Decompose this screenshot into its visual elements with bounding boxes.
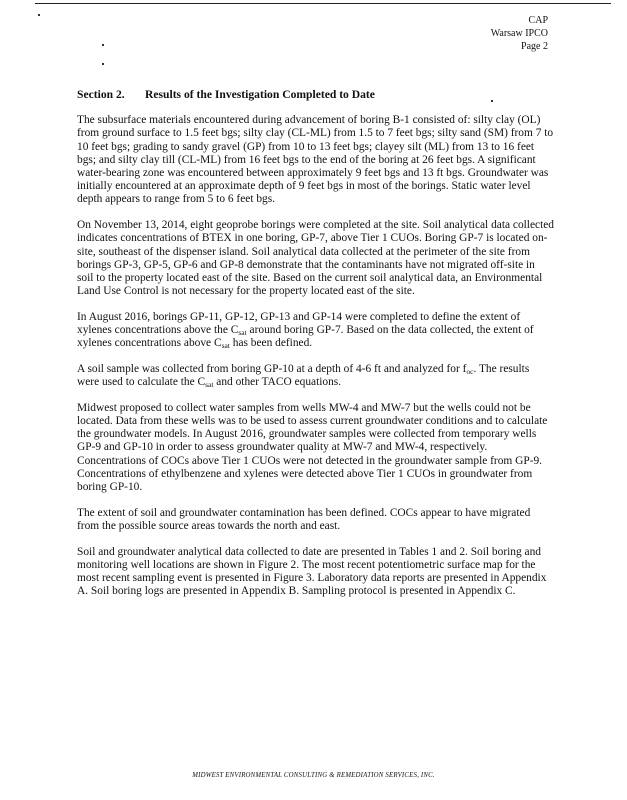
paragraph-soil-sample-foc	[77, 363, 554, 389]
text-run: A soil sample was collected from boring GP-10 at a depth of 4-6 ft and analyzed for f	[77, 362, 467, 375]
scan-speck	[102, 44, 104, 46]
subscript: oc	[466, 366, 474, 376]
text-run: has been defined.	[229, 337, 313, 350]
paragraph-subsurface-materials: The subsurface materials encountered during advancement of boring B-1 consisted of: silty clay (OL) from ground surface to 1.5 feet bgs; silty clay (CL-ML) from 1.5 to 7 feet bgs; silty sand (SM) from 7 to 10 feet bgs; grading to sandy gravel (GP) from 10 to 13 feet bgs; clayey silt (ML) from 13 to 16 feet bgs; and silty clay till (CL-ML) from 16 feet bgs to the end of the boring at 26 feet bgs. A significant water-bearing zone was encountered between approximately 9 feet bgs and 13 ft bgs. Groundwater was initially encountered at an approximate depth of 9 feet bgs in most of the borings. Static water level depth appears to range from 5 to 6 feet bgs.	[77, 114, 554, 206]
page-footer: MIDWEST ENVIRONMENTAL CONSULTING & REMEDIATION SERVICES, INC.	[192, 772, 435, 779]
section-number: Section 2.	[77, 88, 125, 101]
text-run: In August 2016, borings GP-11, GP-12, GP-13 and GP-14 were completed to define the extent of xylenes concentrations above the C	[77, 310, 521, 337]
subscript: sat	[221, 341, 230, 351]
paragraph-geoprobe-borings: On November 13, 2014, eight geoprobe borings were completed at the site. Soil analytical data collected indicates concentrations of BTEX in one boring, GP-7, above Tier 1 CUOs. Boring GP-7 is located on-site, southeast of the dispenser island. Soil analytical data collected at the perimeter of the site from borings GP-3, GP-5, GP-6 and GP-8 demonstrate that the contaminants have not migrated off-site in soil to the property located east of the site. Based on the current soil analytical data, an Environmental Land Use Control is not necessary for the property located east of the site.	[77, 219, 554, 298]
section-title: Results of the Investigation Completed to Date	[145, 88, 375, 101]
document-body	[77, 88, 554, 611]
top-border-line	[35, 3, 611, 4]
header-site-name: Warsaw IPCO	[490, 28, 548, 39]
scan-speck	[102, 63, 104, 65]
page-header	[491, 14, 548, 53]
text-run: around boring GP-7. Based on the data collected, the extent of xylenes concentrations above C	[77, 324, 534, 350]
header-project-code: CAP	[528, 15, 548, 26]
subscript: sat	[205, 380, 214, 390]
section-heading	[77, 88, 554, 101]
scan-speck	[38, 14, 40, 16]
text-run: and other TACO equations.	[213, 376, 342, 389]
paragraph-xylenes-extent	[77, 311, 554, 351]
paragraph-groundwater-samples: Midwest proposed to collect water samples from wells MW-4 and MW-7 but the wells could not be located. Data from these wells was to be used to assess current groundwater conditions and to calculate the groundwater models. In August 2016, groundwater samples were collected from temporary wells GP-9 and GP-10 in order to assess groundwater quality at MW-7 and MW-4, respectively. Concentrations of COCs above Tier 1 CUOs were not detected in the groundwater sample from GP-9. Concentrations of ethylbenzene and xylenes were detected above Tier 1 CUOs in groundwater from boring GP-10.	[77, 401, 548, 494]
header-page-number: Page 2	[521, 41, 548, 52]
text-run: . The results were used to calculate the C	[77, 362, 530, 389]
paragraph-extent-defined: The extent of soil and groundwater contamination has been defined. COCs appear to have migrated from the possible source areas towards the north and east.	[77, 506, 531, 532]
paragraph-data-presented: Soil and groundwater analytical data collected to date are presented in Tables 1 and 2. Soil boring and monitoring well locations are shown in Figure 2. The most recent potentiometric surface map for the most recent sampling event is presented in Figure 3. Laboratory data reports are presented in Appendix A. Soil boring logs are presented in Appendix B. Sampling protocol is presented in Appendix C.	[77, 545, 547, 598]
subscript: sat	[238, 328, 247, 338]
